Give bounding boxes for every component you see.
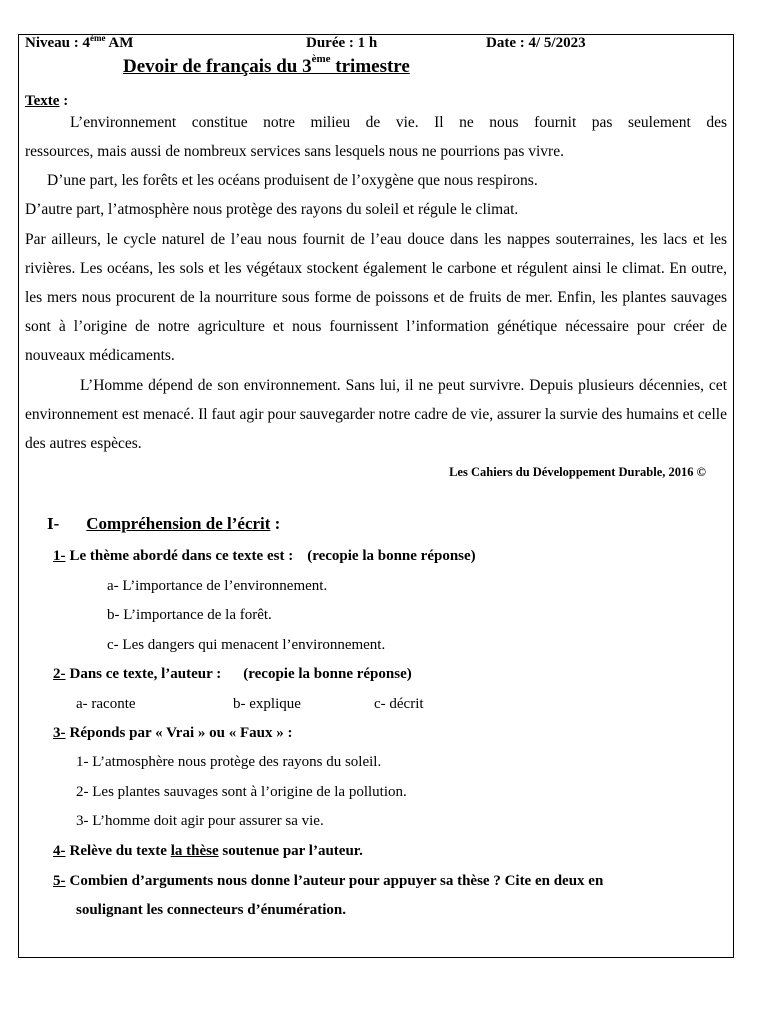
section-heading: I- Compréhension de l’écrit : <box>47 514 281 533</box>
question-1: 1- Le thème abordé dans ce texte est : (recopie la bonne réponse) <box>53 548 476 564</box>
question-4: 4- Relève du texte la thèse soutenue par l’auteur. <box>53 843 363 859</box>
question-3-item-2: 2- Les plantes sauvages sont à l’origine de la pollution. <box>76 784 407 800</box>
question-5-line-2: soulignant les connecteurs d’énumération. <box>76 902 346 918</box>
paragraph-5: L’Homme dépend de son environnement. Sans lui, il ne peut survivre. Depuis plusieurs décennies, cet environnement est menacé. Il faut agir pour sauvegarder notre cadre de vie, assurer la survie des humains et celle des autres espèces. <box>25 377 727 452</box>
question-3: 3- Réponds par « Vrai » ou « Faux » : <box>53 725 293 741</box>
paragraph-1-line-2: ressources, mais aussi de nombreux services sans lesquels nous ne pourrions pas vivre. <box>25 143 564 160</box>
paragraph-2: D’une part, les forêts et les océans produisent de l’oxygène que nous respirons. <box>47 172 538 189</box>
question-2-option-b: b- explique <box>233 696 301 712</box>
question-5: 5- Combien d’arguments nous donne l’auteur pour appuyer sa thèse ? Cite en deux en <box>53 873 604 889</box>
question-1-option-b: b- L’importance de la forêt. <box>107 607 272 623</box>
texte-label: Texte : <box>25 93 69 109</box>
text-source: Les Cahiers du Développement Durable, 2016 © <box>449 465 706 479</box>
page-title: Devoir de français du 3ème trimestre <box>123 53 410 77</box>
header-date: Date : 4/ 5/2023 <box>486 35 586 51</box>
question-2-option-a: a- raconte <box>76 696 136 712</box>
header-duree: Durée : 1 h <box>306 35 378 51</box>
question-2-option-c: c- décrit <box>374 696 424 712</box>
question-2: 2- Dans ce texte, l’auteur : (recopie la bonne réponse) <box>53 666 412 682</box>
paragraph-1-line-1: L’environnement constitue notre milieu de vie. Il ne nous fournit pas seulement des <box>70 114 727 131</box>
header-niveau: Niveau : 4ème AM <box>25 33 134 51</box>
question-1-option-c: c- Les dangers qui menacent l’environnement. <box>107 637 386 653</box>
question-3-item-3: 3- L’homme doit agir pour assurer sa vie. <box>76 813 324 829</box>
paragraph-3: D’autre part, l’atmosphère nous protège des rayons du soleil et régule le climat. <box>25 201 519 218</box>
question-1-option-a: a- L’importance de l’environnement. <box>107 578 328 594</box>
paragraph-4: Par ailleurs, le cycle naturel de l’eau nous fournit de l’eau douce dans les nappes souterraines, les lacs et les rivières. Les océans, les sols et les végétaux stockent également le carbone et régulent ainsi le climat. En outre, les mers nous procurent de la nourriture sous forme de poissons et de fruits de mer. Enfin, les plantes sauvages sont à l’origine de notre agriculture et nous fournissent l’information génétique nécessaire pour créer de nouveaux médicaments. <box>25 231 727 364</box>
question-3-item-1: 1- L’atmosphère nous protège des rayons du soleil. <box>76 754 382 770</box>
